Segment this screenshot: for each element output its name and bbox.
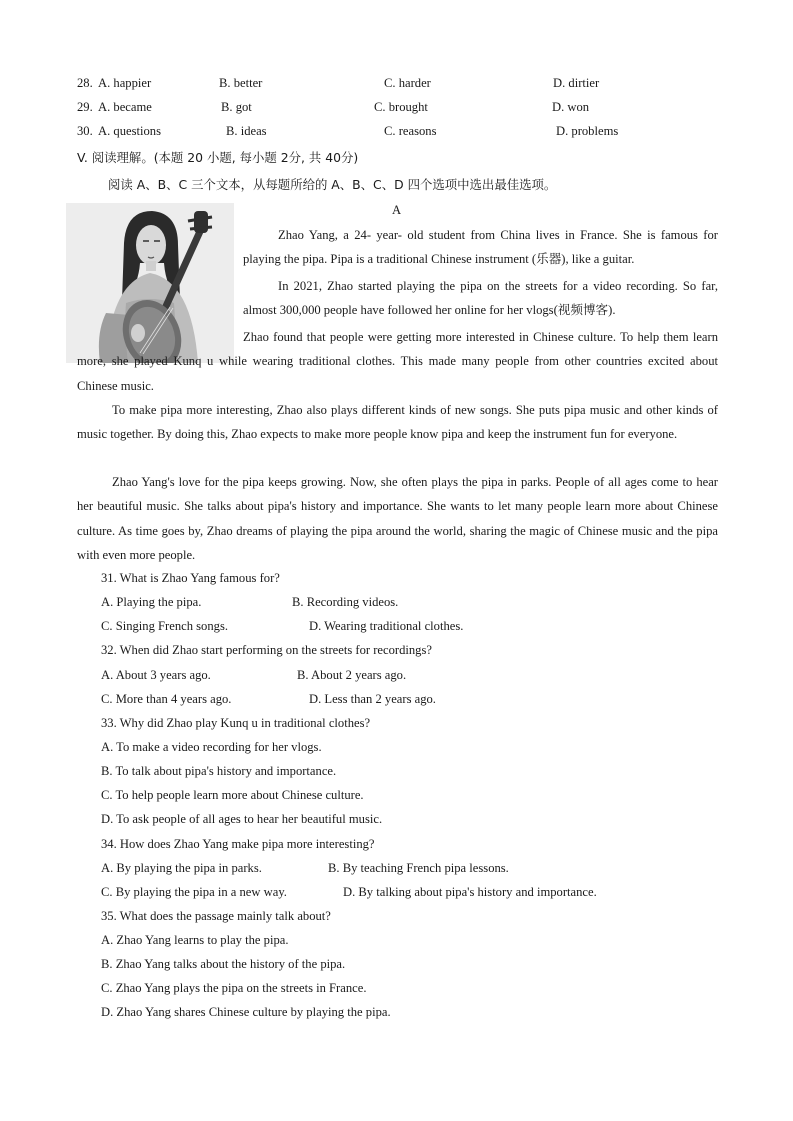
- passage-label: A: [392, 203, 402, 217]
- option-a: A. To make a video recording for her vlogs.: [101, 740, 322, 754]
- question-stem: 32. When did Zhao start performing on the streets for recordings?: [101, 643, 432, 657]
- question-stem: 31. What is Zhao Yang famous for?: [101, 571, 280, 585]
- option-a: A. questions: [98, 124, 161, 138]
- passage-paragraph: Zhao Yang's love for the pipa keeps growing. Now, she often plays the pipa in parks. People of all ages come to hear her beautiful music. She talks about pipa's history and importance. She wants to let many people learn more about Chinese culture. As time goes by, Zhao dreams of playing the pipa around the world, sharing the magic of Chinese music and the pipa with even more people.: [77, 475, 718, 563]
- passage-paragraph: [77, 325, 718, 398]
- option-a: A. Zhao Yang learns to play the pipa.: [101, 933, 289, 947]
- option-a: A. became: [98, 100, 152, 114]
- option-b: B. Zhao Yang talks about the history of the pipa.: [101, 957, 346, 971]
- option-d: D. dirtier: [553, 76, 600, 90]
- question-stem: 33. Why did Zhao play Kunq u in traditional clothes?: [101, 716, 371, 730]
- option-b: B. To talk about pipa's history and importance.: [101, 764, 337, 778]
- option-c: C. Singing French songs.: [101, 619, 228, 633]
- option-c: C. More than 4 years ago.: [101, 692, 232, 706]
- option-a: A. About 3 years ago.: [101, 668, 211, 682]
- question-stem: 35. What does the passage mainly talk about?: [101, 909, 331, 923]
- section-instruction: 阅读 A、B、C 三个文本，从每题所给的 A、B、C、D 四个选项中选出最佳选项。: [108, 177, 557, 192]
- option-d: D. Zhao Yang shares Chinese culture by playing the pipa.: [101, 1005, 391, 1019]
- option-d: D. Wearing traditional clothes.: [309, 619, 464, 633]
- option-a: A. Playing the pipa.: [101, 595, 202, 609]
- passage-paragraph: Zhao Yang, a 24- year- old student from China lives in France. She is famous for playing the pipa. Pipa is a traditional Chinese instrument (乐器), like a guitar.: [243, 228, 718, 267]
- cloze-number: 28.: [77, 76, 93, 90]
- option-c: C. harder: [384, 76, 431, 90]
- option-c: C. brought: [374, 100, 428, 114]
- option-d: D. Less than 2 years ago.: [309, 692, 436, 706]
- option-d: D. To ask people of all ages to hear her beautiful music.: [101, 812, 383, 826]
- option-c: C. Zhao Yang plays the pipa on the streets in France.: [101, 981, 367, 995]
- option-c: C. By playing the pipa in a new way.: [101, 885, 287, 899]
- cloze-number: 30.: [77, 124, 93, 138]
- option-c: C. To help people learn more about Chinese culture.: [101, 788, 364, 802]
- option-d: D. problems: [556, 124, 619, 138]
- question-stem: 34. How does Zhao Yang make pipa more interesting?: [101, 837, 375, 851]
- option-b: B. About 2 years ago.: [297, 668, 407, 682]
- option-d: D. won: [552, 100, 590, 114]
- option-a: A. happier: [98, 76, 152, 90]
- option-c: C. reasons: [384, 124, 437, 138]
- section-heading: V. 阅读理解。(本题 20 小题, 每小题 2分, 共 40分): [77, 150, 359, 165]
- option-b: B. Recording videos.: [292, 595, 399, 609]
- passage-paragraph: To make pipa more interesting, Zhao also plays different kinds of new songs. She puts pipa music and other kinds of music together. By doing this, Zhao expects to make more people know pipa and keep the instrument fun for everyone.: [77, 403, 718, 442]
- option-b: B. got: [221, 100, 252, 114]
- option-a: A. By playing the pipa in parks.: [101, 861, 262, 875]
- passage-paragraph: In 2021, Zhao started playing the pipa on the streets for a video recording. So far, almost 300,000 people have followed her online for her vlogs(视频博客).: [243, 279, 718, 318]
- option-b: B. ideas: [226, 124, 267, 138]
- cloze-number: 29.: [77, 100, 93, 114]
- option-b: B. better: [219, 76, 263, 90]
- option-d: D. By talking about pipa's history and importance.: [343, 885, 597, 899]
- passage-paragraph-text: Zhao found that people were getting more interested in Chinese culture. To help them learn more, she played Kunq u while wearing traditional clothes. This made many people from other countries excited about Chinese music.: [77, 330, 718, 393]
- option-b: B. By teaching French pipa lessons.: [328, 861, 509, 875]
